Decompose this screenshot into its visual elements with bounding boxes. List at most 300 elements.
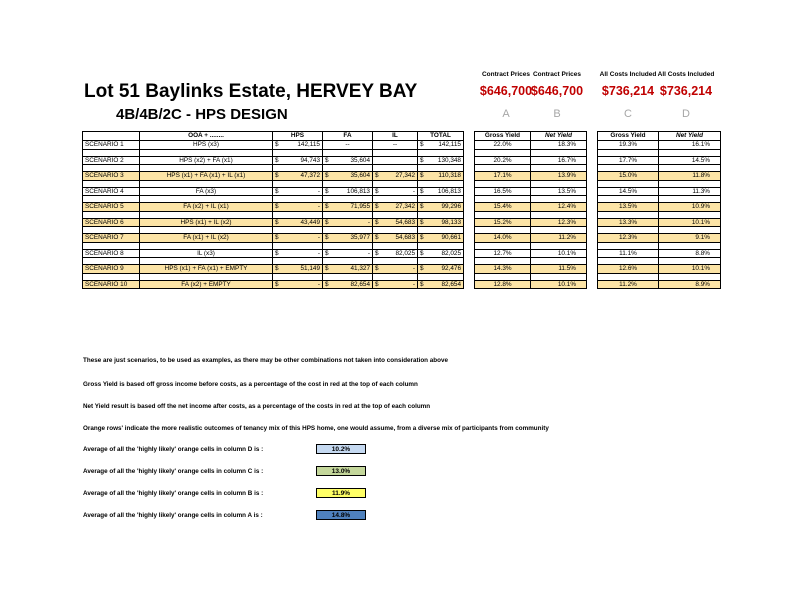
spacer-row xyxy=(598,165,721,172)
fa-cell-value: 82,654 xyxy=(350,280,370,288)
empty-cell xyxy=(140,242,273,249)
empty-cell xyxy=(531,196,587,203)
net-yield-cell: 12.4% xyxy=(531,203,587,212)
empty-cell xyxy=(373,180,418,187)
spacer-row xyxy=(598,227,721,234)
gross-yield-cell: 11.1% xyxy=(598,249,659,258)
fa-cell xyxy=(323,187,373,196)
empty-cell xyxy=(373,196,418,203)
gross-yield-cell: 19.3% xyxy=(598,141,659,150)
note-scenarios: These are just scenarios, to be used as examples, as there may be other combinations not taken into consideration above xyxy=(83,357,448,364)
total-cell-value: 98,133 xyxy=(441,218,461,226)
hps-cell xyxy=(273,218,323,227)
il-cell-value: 54,683 xyxy=(395,218,415,226)
header-gross-yield: Gross Yield xyxy=(475,132,531,141)
fa-cell-value: 41,327 xyxy=(350,265,370,272)
table-row xyxy=(83,218,464,227)
currency-symbol: $ xyxy=(275,187,279,195)
currency-symbol: $ xyxy=(375,203,379,210)
empty-cell xyxy=(273,149,323,156)
empty-cell xyxy=(323,273,373,280)
average-label-b: Average of all the 'highly likely' orange cells in column B is : xyxy=(83,490,264,497)
currency-symbol: $ xyxy=(375,265,379,272)
ooa-cell: FA (x2) + EMPTY xyxy=(140,280,273,289)
gross-yield-cell: 17.7% xyxy=(598,156,659,165)
hps-cell xyxy=(273,156,323,165)
table-row xyxy=(83,172,464,181)
hps-cell xyxy=(273,203,323,212)
price-label: All Costs Included xyxy=(657,71,715,78)
currency-symbol: $ xyxy=(375,234,379,241)
currency-symbol: $ xyxy=(325,218,329,226)
empty-cell xyxy=(140,165,273,172)
spacer-row xyxy=(475,149,587,156)
gross-yield-cell: 15.2% xyxy=(475,218,531,227)
fa-cell xyxy=(323,234,373,243)
currency-symbol: $ xyxy=(325,203,329,210)
price-label: All Costs Included xyxy=(599,71,657,78)
table-row xyxy=(598,156,721,165)
currency-symbol: $ xyxy=(325,249,329,257)
column-letter: D xyxy=(682,108,690,120)
empty-cell xyxy=(531,149,587,156)
net-yield-cell: 11.8% xyxy=(659,172,721,181)
fa-cell-value: - xyxy=(367,218,370,226)
scenario-cell: SCENARIO 2 xyxy=(83,156,140,165)
total-cell xyxy=(418,187,464,196)
empty-cell xyxy=(475,227,531,234)
empty-cell xyxy=(531,242,587,249)
gross-yield-cell: 15.4% xyxy=(475,203,531,212)
price-label: Contract Prices xyxy=(481,71,531,78)
spacer-row xyxy=(475,196,587,203)
il-cell-value: - xyxy=(412,280,415,288)
empty-cell xyxy=(273,258,323,265)
gross-yield-cell: 20.2% xyxy=(475,156,531,165)
currency-symbol: $ xyxy=(375,187,379,195)
empty-cell xyxy=(418,180,464,187)
table-row xyxy=(598,280,721,289)
gross-yield-cell: 15.0% xyxy=(598,172,659,181)
price-column-c xyxy=(596,71,660,120)
empty-cell xyxy=(140,149,273,156)
spacer-row xyxy=(83,180,464,187)
empty-cell xyxy=(598,211,659,218)
net-yield-cell: 16.7% xyxy=(531,156,587,165)
ooa-cell: HPS (x2) + FA (x1) xyxy=(140,156,273,165)
il-cell xyxy=(373,156,418,165)
net-yield-cell: 11.5% xyxy=(531,265,587,274)
currency-symbol: $ xyxy=(420,218,424,226)
fa-cell-value: 35,977 xyxy=(350,234,370,241)
scenario-cell: SCENARIO 7 xyxy=(83,234,140,243)
price-column-b xyxy=(525,71,589,120)
empty-cell xyxy=(598,165,659,172)
currency-symbol: $ xyxy=(420,203,424,210)
ooa-cell: FA (x1) + IL (x2) xyxy=(140,234,273,243)
empty-cell xyxy=(659,273,721,280)
header-net-yield: Net Yield xyxy=(531,132,587,141)
spacer-row xyxy=(598,273,721,280)
spacer-row xyxy=(598,211,721,218)
empty-cell xyxy=(273,180,323,187)
empty-cell xyxy=(531,273,587,280)
table-row xyxy=(598,249,721,258)
spacer-row xyxy=(83,196,464,203)
empty-cell xyxy=(373,242,418,249)
spacer-row xyxy=(475,273,587,280)
empty-cell xyxy=(373,211,418,218)
empty-cell xyxy=(373,227,418,234)
empty-cell xyxy=(418,165,464,172)
total-cell xyxy=(418,141,464,150)
table-row xyxy=(598,265,721,274)
header-ooa: OOA + ........ xyxy=(140,132,273,141)
fa-cell-value: 35,604 xyxy=(350,172,370,179)
fa-cell-value: 35,604 xyxy=(350,156,370,164)
fa-cell xyxy=(323,156,373,165)
empty-cell xyxy=(140,180,273,187)
empty-cell xyxy=(531,211,587,218)
currency-symbol: $ xyxy=(275,156,279,164)
empty-cell xyxy=(323,227,373,234)
currency-symbol: $ xyxy=(375,172,379,179)
currency-symbol: $ xyxy=(420,265,424,272)
header-il: IL xyxy=(373,132,418,141)
table-row xyxy=(83,265,464,274)
total-cell-value: 142,115 xyxy=(438,141,461,148)
total-cell xyxy=(418,265,464,274)
hps-cell-value: 51,149 xyxy=(300,265,320,272)
empty-cell xyxy=(475,211,531,218)
empty-cell xyxy=(83,149,140,156)
header-total: TOTAL xyxy=(418,132,464,141)
table-row xyxy=(598,172,721,181)
hps-cell-value: 43,449 xyxy=(300,218,320,226)
scenario-table xyxy=(82,131,464,289)
il-cell xyxy=(373,172,418,181)
price-value: $736,214 xyxy=(659,84,713,98)
empty-cell xyxy=(323,196,373,203)
currency-symbol: $ xyxy=(275,218,279,226)
net-yield-cell: 9.1% xyxy=(659,234,721,243)
hps-cell xyxy=(273,187,323,196)
empty-cell xyxy=(531,227,587,234)
empty-cell xyxy=(659,211,721,218)
il-cell-value: - xyxy=(412,187,415,195)
currency-symbol: $ xyxy=(325,187,329,195)
spacer-row xyxy=(83,211,464,218)
currency-symbol: $ xyxy=(275,172,279,179)
table-row xyxy=(475,172,587,181)
net-yield-cell: 10.1% xyxy=(659,265,721,274)
empty-cell xyxy=(373,258,418,265)
table-row xyxy=(475,203,587,212)
table-row xyxy=(598,203,721,212)
empty-cell xyxy=(598,258,659,265)
empty-cell xyxy=(531,258,587,265)
currency-symbol: $ xyxy=(325,280,329,288)
gross-yield-cell: 12.3% xyxy=(598,234,659,243)
gross-yield-cell: 12.8% xyxy=(475,280,531,289)
empty-cell xyxy=(140,258,273,265)
column-letter: A xyxy=(502,108,510,120)
average-label-d: Average of all the 'highly likely' orange cells in column D is : xyxy=(83,446,264,453)
il-cell-value: - xyxy=(412,265,415,272)
il-cell-value: 82,025 xyxy=(395,249,415,257)
average-label-c: Average of all the 'highly likely' orange cells in column C is : xyxy=(83,468,264,475)
table-row xyxy=(475,265,587,274)
spacer-row xyxy=(475,180,587,187)
ooa-cell: FA (x3) xyxy=(140,187,273,196)
gross-yield-cell: 16.5% xyxy=(475,187,531,196)
table-row xyxy=(598,218,721,227)
price-value: $646,700 xyxy=(530,84,584,98)
hps-cell-value: - xyxy=(317,187,320,195)
empty-cell xyxy=(83,165,140,172)
hps-cell-value: - xyxy=(317,249,320,257)
empty-cell xyxy=(659,242,721,249)
table-row xyxy=(83,249,464,258)
net-yield-cell: 13.9% xyxy=(531,172,587,181)
table-row xyxy=(598,141,721,150)
total-cell xyxy=(418,203,464,212)
il-cell-value: 54,683 xyxy=(395,234,415,241)
currency-symbol: $ xyxy=(420,187,424,195)
total-cell xyxy=(418,280,464,289)
total-cell-value: 82,654 xyxy=(441,280,461,288)
total-cell-value: 92,476 xyxy=(441,265,461,272)
fa-cell-value: 106,813 xyxy=(346,187,370,195)
price-value: $646,700 xyxy=(479,84,533,98)
spacer-row xyxy=(598,149,721,156)
currency-symbol: $ xyxy=(275,280,279,288)
empty-cell xyxy=(531,165,587,172)
total-cell xyxy=(418,249,464,258)
table-header-row xyxy=(598,132,721,141)
empty-cell xyxy=(323,211,373,218)
hps-cell-value: 142,115 xyxy=(297,141,320,148)
ooa-cell: IL (x3) xyxy=(140,249,273,258)
il-cell xyxy=(373,280,418,289)
average-value-c: 13.0% xyxy=(316,466,366,476)
ooa-cell: HPS (x1) + IL (x2) xyxy=(140,218,273,227)
currency-symbol: $ xyxy=(275,265,279,272)
spacer-row xyxy=(598,258,721,265)
empty-cell xyxy=(140,227,273,234)
fa-cell-value: - xyxy=(367,249,370,257)
fa-cell xyxy=(323,218,373,227)
empty-cell xyxy=(475,180,531,187)
table-row xyxy=(83,187,464,196)
empty-cell xyxy=(273,196,323,203)
il-cell xyxy=(373,203,418,212)
hps-cell xyxy=(273,280,323,289)
table-row xyxy=(83,141,464,150)
net-yield-cell: 8.8% xyxy=(659,249,721,258)
hps-cell-value: - xyxy=(317,280,320,288)
currency-symbol: $ xyxy=(275,141,279,148)
empty-cell xyxy=(475,273,531,280)
currency-symbol: $ xyxy=(275,203,279,210)
fa-cell: -- xyxy=(323,141,373,150)
table-row xyxy=(598,234,721,243)
empty-cell xyxy=(418,196,464,203)
hps-cell xyxy=(273,265,323,274)
empty-cell xyxy=(273,165,323,172)
empty-cell xyxy=(83,258,140,265)
currency-symbol: $ xyxy=(375,280,379,288)
total-cell-value: 106,813 xyxy=(437,187,461,195)
empty-cell xyxy=(598,149,659,156)
currency-symbol: $ xyxy=(275,234,279,241)
scenario-cell: SCENARIO 4 xyxy=(83,187,140,196)
column-letter: B xyxy=(553,108,561,120)
hps-cell-value: 94,743 xyxy=(300,156,320,164)
gross-yield-cell: 12.6% xyxy=(598,265,659,274)
scenario-cell: SCENARIO 1 xyxy=(83,141,140,150)
empty-cell xyxy=(659,196,721,203)
gross-yield-cell: 17.1% xyxy=(475,172,531,181)
empty-cell xyxy=(83,196,140,203)
table-header-row xyxy=(475,132,587,141)
empty-cell xyxy=(418,227,464,234)
net-yield-cell: 16.1% xyxy=(659,141,721,150)
currency-symbol: $ xyxy=(325,234,329,241)
total-cell xyxy=(418,156,464,165)
spacer-row xyxy=(475,258,587,265)
currency-symbol: $ xyxy=(420,280,424,288)
il-cell xyxy=(373,218,418,227)
empty-cell xyxy=(418,242,464,249)
currency-symbol: $ xyxy=(420,172,424,179)
hps-cell xyxy=(273,141,323,150)
table-row xyxy=(475,234,587,243)
table-row xyxy=(83,280,464,289)
spacer-row xyxy=(598,180,721,187)
table-header-row xyxy=(83,132,464,141)
table-row xyxy=(83,156,464,165)
currency-symbol: $ xyxy=(420,141,424,148)
hps-cell-value: - xyxy=(317,203,320,210)
ooa-cell: HPS (x1) + FA (x1) + EMPTY xyxy=(140,265,273,274)
price-label: Contract Prices xyxy=(532,71,582,78)
empty-cell xyxy=(659,180,721,187)
fa-cell xyxy=(323,280,373,289)
empty-cell xyxy=(373,149,418,156)
net-yield-cell: 18.3% xyxy=(531,141,587,150)
spacer-row xyxy=(83,258,464,265)
total-cell-value: 130,348 xyxy=(437,156,461,164)
hps-cell-value: 47,372 xyxy=(300,172,320,179)
net-yield-cell: 10.1% xyxy=(531,249,587,258)
gross-yield-cell: 13.3% xyxy=(598,218,659,227)
page-subtitle: 4B/4B/2C - HPS DESIGN xyxy=(116,106,288,123)
fa-cell xyxy=(323,172,373,181)
il-cell-value: 27,342 xyxy=(395,172,415,179)
empty-cell xyxy=(475,242,531,249)
ooa-cell: FA (x2) + IL (x1) xyxy=(140,203,273,212)
gross-yield-cell: 14.3% xyxy=(475,265,531,274)
empty-cell xyxy=(83,227,140,234)
spacer-row xyxy=(598,242,721,249)
ooa-cell: HPS (x1) + FA (x1) + IL (x1) xyxy=(140,172,273,181)
empty-cell xyxy=(373,165,418,172)
empty-cell xyxy=(475,165,531,172)
ooa-cell: HPS (x3) xyxy=(140,141,273,150)
il-cell xyxy=(373,249,418,258)
total-cell-value: 90,661 xyxy=(441,234,461,241)
header-net-yield: Net Yield xyxy=(659,132,721,141)
header-fa: FA xyxy=(323,132,373,141)
empty-cell xyxy=(83,242,140,249)
empty-cell xyxy=(598,242,659,249)
column-letter: C xyxy=(624,108,632,120)
empty-cell xyxy=(418,149,464,156)
gross-yield-cell: 22.0% xyxy=(475,141,531,150)
spacer-row xyxy=(83,149,464,156)
currency-symbol: $ xyxy=(325,172,329,179)
hps-cell-value: - xyxy=(317,234,320,241)
spacer-row xyxy=(83,242,464,249)
net-yield-cell: 10.9% xyxy=(659,203,721,212)
price-value: $736,214 xyxy=(601,84,655,98)
total-cell-value: 110,318 xyxy=(438,172,461,179)
average-value-b: 11.9% xyxy=(316,488,366,498)
il-cell: -- xyxy=(373,141,418,150)
net-yield-cell: 14.5% xyxy=(659,156,721,165)
net-yield-cell: 13.5% xyxy=(531,187,587,196)
empty-cell xyxy=(140,196,273,203)
average-value-d: 10.2% xyxy=(316,444,366,454)
empty-cell xyxy=(418,211,464,218)
table-row xyxy=(83,203,464,212)
empty-cell xyxy=(273,273,323,280)
table-row xyxy=(475,187,587,196)
gross-yield-cell: 12.7% xyxy=(475,249,531,258)
empty-cell xyxy=(659,149,721,156)
note-gross-yield: Gross Yield is based off gross income before costs, as a percentage of the cost in red at the top of each column xyxy=(83,381,418,388)
note-orange-rows: Orange rows' indicate the more realistic outcomes of tenancy mix of this HPS home, one would assume, from a diverse mix of participants from community xyxy=(83,425,549,432)
header-blank xyxy=(83,132,140,141)
scenario-cell: SCENARIO 10 xyxy=(83,280,140,289)
header-gross-yield: Gross Yield xyxy=(598,132,659,141)
empty-cell xyxy=(659,165,721,172)
empty-cell xyxy=(659,258,721,265)
empty-cell xyxy=(598,180,659,187)
empty-cell xyxy=(475,258,531,265)
yield-table-ab xyxy=(474,131,587,289)
empty-cell xyxy=(598,273,659,280)
empty-cell xyxy=(598,227,659,234)
empty-cell xyxy=(273,211,323,218)
empty-cell xyxy=(373,273,418,280)
currency-symbol: $ xyxy=(375,249,379,257)
net-yield-cell: 11.2% xyxy=(531,234,587,243)
spacer-row xyxy=(83,165,464,172)
spacer-row xyxy=(83,273,464,280)
page-title: Lot 51 Baylinks Estate, HERVEY BAY xyxy=(84,81,418,102)
empty-cell xyxy=(418,273,464,280)
empty-cell xyxy=(140,211,273,218)
average-label-a: Average of all the 'highly likely' orange cells in column A is : xyxy=(83,512,263,519)
currency-symbol: $ xyxy=(420,249,424,257)
gross-yield-cell: 11.2% xyxy=(598,280,659,289)
currency-symbol: $ xyxy=(325,265,329,272)
fa-cell-value: 71,955 xyxy=(350,203,370,210)
empty-cell xyxy=(531,180,587,187)
spacer-row xyxy=(475,227,587,234)
